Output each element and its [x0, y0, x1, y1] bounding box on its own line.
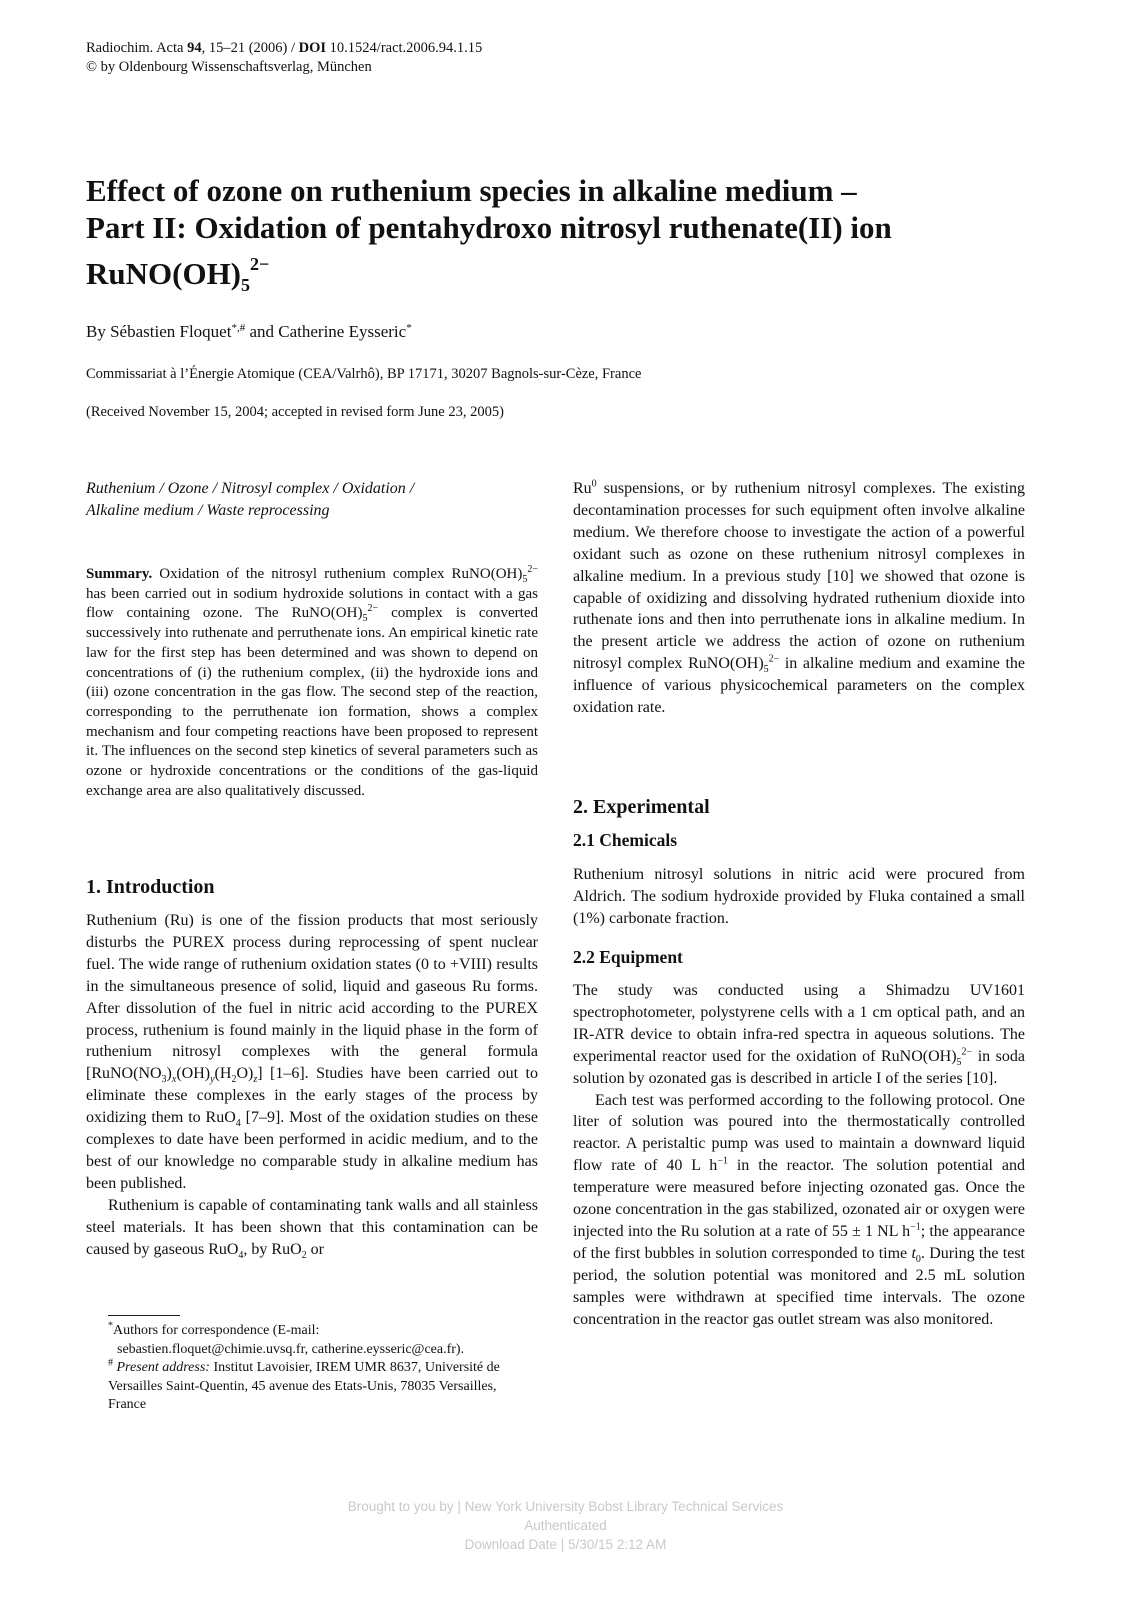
equipment-paragraph: The study was conducted using a Shimadzu UV1601 spectrophotometer, polystyrene cells with a 1 cm optical path, and an IR-ATR device to obtain infra-red spectra in aqueous solutions. The experimental reactor used for the oxidation of $RuNO(OH)_5^{2-}$ in soda solution by ozonated gas is described in article I of the series [10].	[573, 982, 1025, 1087]
section-heading-introduction: 1. Introduction	[86, 876, 215, 898]
subsection-heading-chemicals: 2.1 Chemicals	[573, 830, 678, 850]
doi-label: DOI	[298, 40, 327, 56]
doi[interactable]: 10.1524/ract.2006.94.1.15	[326, 40, 483, 56]
subsection-heading-equipment: 2.2 Equipment	[573, 947, 683, 967]
footnote-present-address: # Present address: Institut Lavoisier, IREM UMR 8637, Université de Versailles Saint-Quentin, 45 avenue des Etats-Unis, 78035 Versailles, France	[108, 1357, 500, 1412]
footnote-divider	[108, 1315, 180, 1316]
intro-paragraph-2-start: Ruthenium is capable of contaminating tank walls and all stainless steel materials. It has been shown that this contamination can be caused by gaseous RuO$_4$, by RuO$_2$ or	[86, 1196, 538, 1261]
equipment-text	[573, 980, 1025, 1331]
footnotes	[108, 1322, 538, 1415]
author-list: By Sébastien Floquet*,# and Catherine Eysseric*	[86, 322, 412, 341]
intro-connector: or	[306, 1240, 324, 1258]
author-name: Catherine Eysseric	[278, 322, 407, 341]
chemicals-text: Ruthenium nitrosyl solutions in nitric acid were procured from Aldrich. The sodium hydroxide provided by Fluka contained a small (1%) carbonate fraction.	[573, 866, 1025, 927]
copyright: © by Oldenbourg Wissenschaftsverlag, München	[86, 59, 372, 75]
intro-paragraph-1: Ruthenium (Ru) is one of the fission products that most seriously disturbs the PUREX process during reprocessing of spent nuclear fuel. The wide range of ruthenium oxidation states (0 to +VIII) results in the simultaneous presence of solid, liquid and gaseous Ru forms. After dissolution of the fuel in nitric acid according to the PUREX process, ruthenium is found mainly in the liquid phase in the form of ruthenium nitrosyl complexes with the general formula $[RuNO(NO_3)_x(OH)_y(H_2O)_z]$ [1–6]. Studies have been carried out to eliminate these complexes in the early stages of the process by oxidizing them to RuO$_4$ [7–9]. Most of the oxidation studies on these complexes to date have been performed in acidic medium, and to the best of our knowledge no comparable study in alkaline medium has been published.	[86, 912, 538, 1192]
download-watermark: Brought to you by | New York University Bobst Library Technical Services Authenticated Download Date | 5/30/15 2:12 AM	[347, 1499, 784, 1552]
footnote-correspondence: *Authors for correspondence (E-mail:	[108, 1320, 320, 1338]
affiliation: Commissariat à l’Énergie Atomique (CEA/Valrhô), BP 17171, 30207 Bagnols-sur-Cèze, France	[86, 366, 642, 382]
journal-citation: Radiochim. Acta 94, 15–21 (2006) / DOI 10.1524/ract.2006.94.1.15	[86, 40, 483, 56]
abstract: Summary. Oxidation of the nitrosyl ruthenium complex $RuNO(OH)_5^{2-}$ has been carried out in sodium hydroxide solutions in contact with a gas flow containing ozone. The $RuNO(OH)_5^{2-}$ complex is converted successively into ruthenate and perruthenate ions. An empirical kinetic rate law for the first step has been determined and was shown to depend on concentrations of (i) the ruthenium complex, (ii) the hydroxide ions and (iii) ozone concentration in the gas flow. The second step of the reaction, corresponding to the perruthenate ion formation, shows a complex mechanism and four competing reactions have been proposed to represent it. The influences on the second step kinetics of several parameters such as ozone or hydroxide concentrations or the conditions of the gas-liquid exchange area are also qualitatively discussed.	[86, 564, 538, 799]
article-title: Effect of ozone on ruthenium species in alkaline medium – Part II: Oxidation of pentahydroxo nitrosyl ruthenate(II) ion $RuNO(OH)_5^{2-}$	[86, 173, 892, 295]
volume: 94	[187, 40, 202, 56]
intro-paragraph-2-continued: Ru$^0$ suspensions, or by ruthenium nitrosyl complexes. The existing decontamination processes for such equipment often involve alkaline medium. We therefore choose to investigate the action of a powerful oxidant such as ozone on these ruthenium nitrosyl complexes in alkaline medium. In a previous study [10] we showed that ozone is capable of oxidizing and dissolving hydrated ruthenium dioxide into ruthenate ions and then into perruthenate ions in alkaline medium. In the present article we address the action of ozone on ruthenium nitrosyl complex $RuNO(OH)_5^{2-}$ in alkaline medium and examine the influence of various physicochemical parameters on the complex oxidation rate.	[573, 478, 1026, 717]
section-heading-experimental: 2. Experimental	[573, 796, 710, 818]
intro-text-left	[86, 910, 538, 1261]
author-name: Sébastien Floquet	[110, 322, 232, 341]
keywords: Ruthenium / Ozone / Nitrosyl complex / Oxidation / Alkaline medium / Waste reprocessing	[86, 480, 415, 519]
footnote-emails[interactable]: sebastien.floquet@chimie.uvsq.fr, catherine.eysseric@cea.fr).	[117, 1341, 465, 1357]
protocol-paragraph: Each test was performed according to the following protocol. One liter of solution was poured into the thermostatically controlled reactor. A peristaltic pump was used to maintain a downward liquid flow rate of 40 L $h^{-1}$ in the reactor. The solution potential and temperature were measured before injecting ozonated gas. Once the ozone concentration in the gas stabilized, ozonated air or oxygen were injected into the Ru solution at a rate of 55 ± 1 NL $h^{-1}$; the appearance of the first bubbles in solution corresponded to time $t_0$. During the test period, the solution potential was monitored and 2.5 mL solution samples were withdrawn at specified time intervals. The ozone concentration in the reactor gas outlet stream was also monitored.	[573, 1091, 1026, 1328]
abstract-label: Summary.	[86, 566, 153, 582]
received-dates: (Received November 15, 2004; accepted in revised form June 23, 2005)	[86, 404, 504, 420]
intro-text-right	[573, 478, 1025, 719]
